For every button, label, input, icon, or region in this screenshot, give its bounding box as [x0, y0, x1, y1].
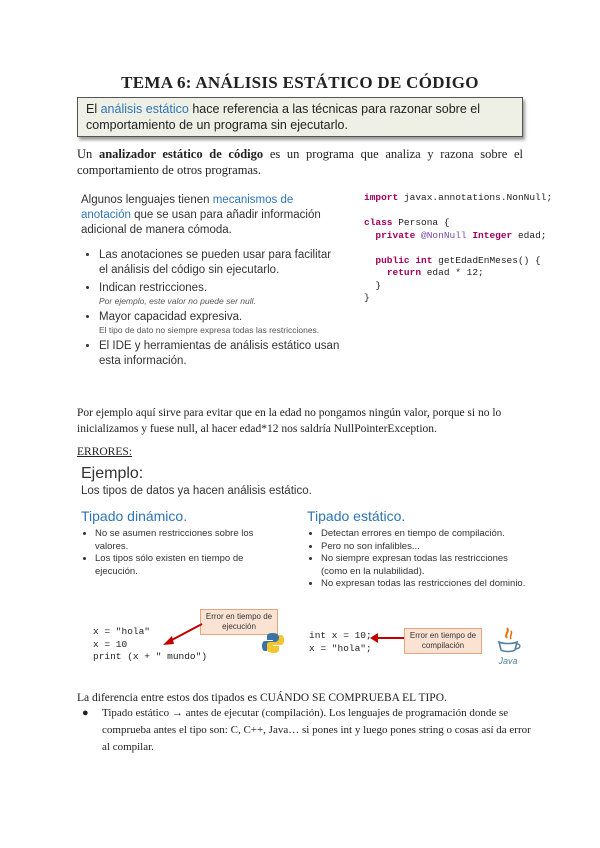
static-bullets — [307, 528, 532, 591]
example-explanation: Por ejemplo aquí sirve para evitar que en la edad no pongamos ningún valor, porque si no lo inicializamos y fuese null, al hacer edad*12 nos saldría NullPointerException. — [77, 407, 502, 435]
list-item: • El IDE y herramientas de análisis estático usan esta información. — [99, 339, 341, 369]
list-item: • Pero no son infalibles... — [321, 541, 532, 554]
list-item: • Los tipos sólo existen en tiempo de ejecución. — [95, 553, 281, 578]
runtime-error-callout: Error en tiempo de ejecución — [200, 609, 278, 635]
python-code: x = "hola" x = 10 print (x + " mundo") — [93, 626, 208, 662]
java-annotation-code: import javax.annotations.NonNull; class Persona { private @NonNull Integer edad; public int getEdadEnMeses() { return edad * 12; } } — [364, 192, 553, 303]
runtime-error-arrow — [160, 618, 205, 648]
annotations-slide — [81, 193, 341, 372]
difference-paragraph: La diferencia entre estos dos tipados es CUÁNDO SE COMPRUEBA EL TIPO. — [77, 692, 447, 704]
list-item: • No se asumen restricciones sobre los valores. — [95, 528, 281, 553]
slide-lead: Algunos lenguajes tienen mecanismos de anotación que se usan para añadir información adicional de manera cómoda. — [81, 194, 321, 236]
intro-paragraph: Un analizador estático de código es un programa que analiza y razona sobre el comportamiento de otros programas. — [77, 147, 524, 177]
static-typing-bullet: ● Tipado estático → antes de ejecutar (compilación). Los lenguajes de programación donde se comprueba antes el tipo son: C, C++, Java… si pones int y luego pones string o cosas así da error al compilar. — [82, 707, 531, 753]
definition-box: El análisis estático hace referencia a las técnicas para razonar sobre el comportamiento de un programa sin ejecutarlo. — [77, 97, 523, 137]
page-title: TEMA 6: ANÁLISIS ESTÁTICO DE CÓDIGO — [121, 73, 479, 92]
java-error-code: int x = 10; x = "hola"; — [309, 630, 372, 654]
dynamic-typing-column — [81, 508, 281, 578]
definition-highlight: análisis estático — [100, 102, 189, 116]
dynamic-title: Tipado dinámico. — [81, 508, 188, 524]
list-item: • Las anotaciones se pueden usar para facilitar el análisis del código sin ejecutarlo. — [99, 248, 341, 278]
java-logo-label: Java — [498, 656, 518, 666]
static-title: Tipado estático. — [307, 508, 406, 524]
errores-heading: ERRORES: — [77, 446, 132, 458]
list-item: • No siempre expresan todas las restricciones (como en la nulabilidad). — [321, 553, 532, 578]
compile-error-arrow — [368, 628, 408, 648]
python-logo-icon — [262, 632, 284, 654]
list-item: • Indican restricciones. Por ejemplo, este valor no puede ser null. — [99, 281, 341, 307]
bullet-dot: ● — [82, 707, 89, 719]
list-item: • Detectan errores en tiempo de compilación. — [321, 528, 532, 541]
example-title: Ejemplo: — [81, 465, 144, 482]
compile-error-callout: Error en tiempo de compilación — [404, 628, 482, 654]
example-subtitle: Los tipos de datos ya hacen análisis estático. — [81, 485, 312, 497]
slide-bullet-list — [81, 248, 341, 369]
list-item: • No expresan todas las restricciones del dominio. — [321, 578, 532, 591]
intro-bold: analizador estático de código — [98, 147, 264, 161]
java-logo-icon — [494, 626, 522, 666]
dynamic-bullets — [81, 528, 281, 578]
list-item: • Mayor capacidad expresiva. El tipo de dato no siempre expresa todas las restricciones. — [99, 310, 341, 336]
static-typing-column — [307, 508, 532, 591]
